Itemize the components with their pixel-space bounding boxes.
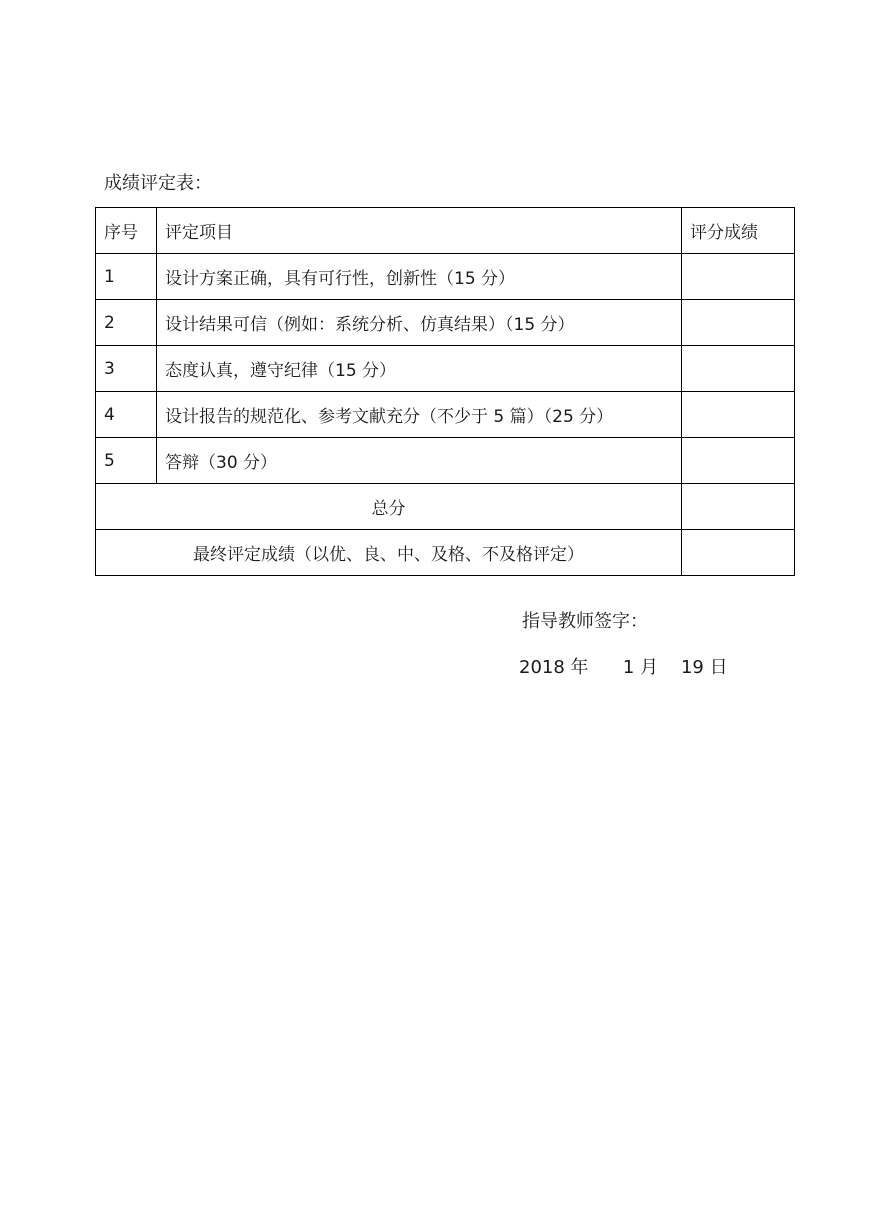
row-item: 态度认真，遵守纪律（15 分） [157,346,682,392]
date-month: 1 [622,657,635,678]
table-header-row [96,208,795,254]
total-row [96,484,795,530]
row-item: 设计结果可信（例如：系统分析、仿真结果）（15 分） [157,300,682,346]
date-month-unit: 月 [640,657,659,678]
final-grade-label: 最终评定成绩（以优、良、中、及格、不及格评定） [96,530,682,576]
row-number: 5 [96,438,157,484]
table-row [96,392,795,438]
total-score-cell [682,484,795,530]
row-number: 2 [96,300,157,346]
row-score-cell [682,300,795,346]
row-number: 4 [96,392,157,438]
header-number: 序号 [96,208,157,254]
signature-date [519,656,728,680]
row-item: 设计方案正确，具有可行性，创新性（15 分） [157,254,682,300]
final-grade-row [96,530,795,576]
table-row [96,300,795,346]
table-row [96,254,795,300]
row-score-cell [682,346,795,392]
advisor-signature-label: 指导教师签字： [522,611,648,632]
table-row [96,438,795,484]
row-score-cell [682,392,795,438]
row-item: 设计报告的规范化、参考文献充分（不少于 5 篇）（25 分） [157,392,682,438]
row-item: 答辩（30 分） [157,438,682,484]
total-label: 总分 [96,484,682,530]
date-year-unit: 年 [570,657,589,678]
row-score-cell [682,254,795,300]
header-item: 评定项目 [157,208,682,254]
date-day: 19 [680,657,704,678]
table-row [96,346,795,392]
row-number: 1 [96,254,157,300]
final-grade-cell [682,530,795,576]
header-score: 评分成绩 [682,208,795,254]
date-day-unit: 日 [709,657,728,678]
row-number: 3 [96,346,157,392]
row-score-cell [682,438,795,484]
grade-table [95,207,795,576]
page-title: 成绩评定表： [104,173,212,194]
date-year: 2018 [519,657,565,678]
